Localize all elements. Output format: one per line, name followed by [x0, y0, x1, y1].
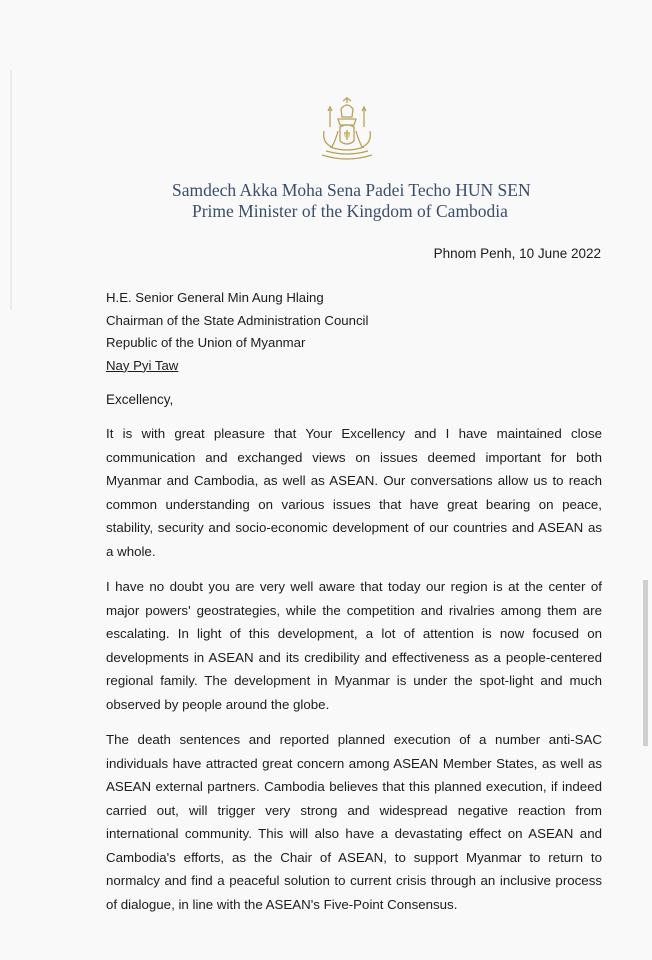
- body-paragraph-3: The death sentences and reported planned execution of a number anti-SAC individuals have attracted great concern among ASEAN Member States, as well as ASEAN external partners. Cambodia believes that this planned execution, if indeed carried out, will trigger very strong and widespread negative reaction from international community. This will also have a devastating effect on ASEAN and Cambodia's efforts, as the Chair of ASEAN, to support Myanmar to return to normalcy and find a peaceful solution to current crisis through an inclusive process of dialogue, in line with the ASEAN's Five-Point Consensus.: [106, 732, 602, 912]
- letterhead: [0, 180, 652, 222]
- recipient-address: [106, 287, 602, 377]
- recipient-country: Republic of the Union of Myanmar: [106, 335, 306, 351]
- recipient-name: H.E. Senior General Min Aung Hlaing: [106, 290, 324, 305]
- letter-body: [106, 287, 602, 916]
- salutation: Excellency,: [106, 392, 174, 408]
- body-paragraph-2: I have no doubt you are very well aware that today our region is at the center of major powers' geostrategies, while the competition and rivalries among them are escalating. In light of this development, a lot of attention is now focused on developments in ASEAN and its credibility and effectiveness as a people-centered regional family. The development in Myanmar is under the spot-light and much observed by people around the globe.: [106, 579, 602, 712]
- royal-arms-emblem-icon: [316, 95, 378, 163]
- sender-title: Prime Minister of the Kingdom of Cambodia: [192, 201, 508, 221]
- scan-margin-mark: [643, 580, 648, 746]
- recipient-city: Nay Pyi Taw: [106, 357, 179, 373]
- sender-name: Samdech Akka Moha Sena Padei Techo HUN SEN: [172, 180, 531, 200]
- recipient-title: Chairman of the State Administration Council: [106, 312, 369, 328]
- date-line: Phnom Penh, 10 June 2022: [433, 246, 601, 261]
- body-paragraph-1: It is with great pleasure that Your Excellency and I have maintained close communication and exchanged views on issues deemed important for both Myanmar and Cambodia, as well as ASEAN. Our conversations allow us to reach common understanding on various issues that have great bearing on peace, stability, security and socio-economic development of our countries and ASEAN as a whole.: [106, 426, 602, 559]
